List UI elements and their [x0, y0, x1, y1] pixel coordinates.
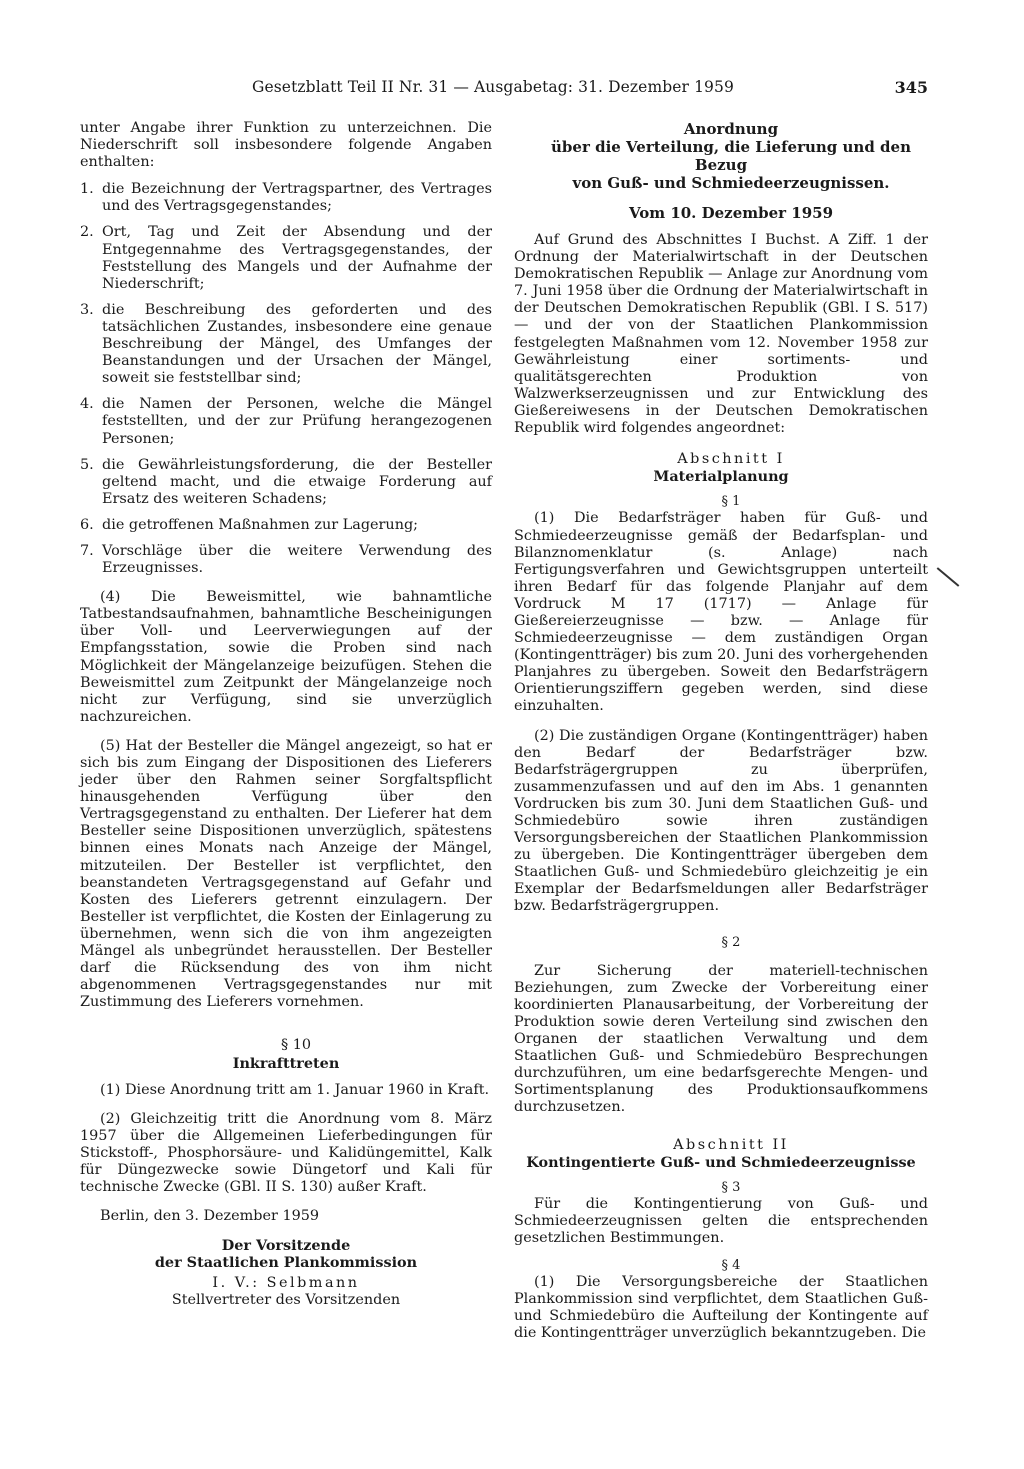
list-item: 7. Vorschläge über die weitere Verwendung des Erzeugnisses. [80, 542, 492, 577]
section-3-label: § 3 [721, 1179, 741, 1195]
list-item: 3. die Beschreibung des geforderten und des tatsächlichen Zustandes, insbesondere eine genaue Beschreibung der Mängel, des Umfanges der Beanstandungen und der Ursachen der Mängel, soweit sie feststellbar sind; [80, 301, 492, 387]
section-4-label: § 4 [721, 1258, 741, 1274]
section-2-label: § 2 [721, 934, 741, 950]
preamble: Auf Grund des Abschnittes I Buchst. A Ziff. 1 der Ordnung der Materialwirtschaft in der Deutschen Demokratischen Republik — Anlage zur Anordnung vom 7. Juni 1958 über die Ordnung der Materialwirtschaft in der Deutschen Demokratischen Republik (GBl. I S. 517) — und der von der Staatlichen Plankommission festgelegten Maßnahmen vom 12. November 1958 zur Gewährleistung einer sortiments- und qualitätsgerechten Produktion von Walzwerkserzeugnissen und zur Entwicklung des Gießereiwesens in der Deutschen Demokratischen Republik wird folgendes angeordnet: [514, 232, 928, 437]
margin-pen-mark [937, 567, 960, 587]
section-10-title: Inkrafttreten [232, 1054, 340, 1072]
page-number: 345 [894, 78, 928, 97]
abschnitt-1-label: Abschnitt I [677, 451, 785, 468]
list-item: 1. die Bezeichnung der Vertragspartner, des Vertrages und des Vertragsgegenstandes; [80, 181, 492, 215]
signature-name: I. V.: Selbmann [212, 1275, 360, 1292]
section-2-paragraph: Zur Sicherung der materiell-technischen Beziehungen, zum Zwecke der Vorbereitung einer koordinierten Planausarbeitung, der Vorbereitung der Produktion sowie deren Verteilung sind zwischen den Organen der staatlichen Verwaltung und dem Staatlichen Guß- und Schmiedebüro Besprechungen durchzuführen, um eine bedarfsgerechte Mengen- und Sortimentsplanung des Produktionsaufkommens durchzusetzen. [514, 962, 928, 1116]
section-10-label: § 10 [280, 1037, 312, 1054]
list-item: 5. die Gewährleistungsforderung, die der Besteller geltend macht, und die etwaige Forderung auf Ersatz des weiteren Schadens; [80, 456, 492, 507]
paragraph-4: (4) Die Beweismittel, wie bahnamtliche Tatbestandsaufnahmen, bahnamtliche Bescheinigungen über Voll- und Leerverwiegungen auf der Empfangsstation, sowie die Proben sind nach Möglichkeit der Mängelanzeige beizufügen. Stehen die Beweismittel zum Zeitpunkt der Mängelanzeige noch nicht zur Verfügung, sind sie unverzüglich nachzureichen. [80, 589, 492, 725]
left-column [80, 120, 492, 1309]
abschnitt-2-title: Kontingentierte Guß- und Schmiedeerzeugnisse [526, 1153, 916, 1171]
list-item: 6. die getroffenen Maßnahmen zur Lagerung; [80, 516, 419, 533]
section-4-paragraph: (1) Die Versorgungsbereiche der Staatlichen Plankommission sind verpflichtet, dem Staatlichen Guß- und Schmiedebüro die Aufteilung der Kontingente auf die Kontingentträger unverzüglich bekanntzugeben. Die [514, 1274, 928, 1342]
list-item: 2. Ort, Tag und Zeit der Absendung und der Entgegennahme des Vertragsgegenstandes, der Feststellung des Mangels und der Aufnahme der Niederschrift; [80, 224, 492, 292]
ordinance-date: Vom 10. Dezember 1959 [628, 204, 834, 222]
paragraph-5: (5) Hat der Besteller die Mängel angezeigt, so hat er sich bis zum Eingang der Dispositionen des Lieferers jeder über den Rahmen seiner Sorgfaltspflicht hinausgehenden Verfügung über den Vertragsgegenstand zu enthalten. Der Lieferer hat dem Besteller seine Dispositionen unverzüglich, spätestens binnen eines Monats nach Anzeige der Mängel, mitzuteilen. Der Besteller ist verpflichtet, den beanstandeten Vertragsgegenstand auf Gefahr und Kosten des Lieferers getrennt einzulagern. Der Besteller ist verpflichtet, die Kosten der Einlagerung zu übernehmen, wenn sich die von ihm angezeigten Mängel als unbegründet herausstellen. Der Besteller darf die Rücksendung des von ihm nicht abgenommenen Vertragsgegenstandes nur mit Zustimmung des Lieferers vornehmen. [80, 737, 492, 1011]
intro-paragraph: unter Angabe ihrer Funktion zu unterzeichnen. Die Niederschrift soll insbesondere folgende Angaben enthalten: [80, 120, 492, 171]
requirements-list [80, 181, 492, 577]
section-1-paragraph-1: (1) Die Bedarfsträger haben für Guß- und Schmiedeerzeugnisse gemäß der Bedarfsplan- und Bilanznomenklatur (s. Anlage) nach Fertigungsverfahren und Gewichtsgruppen unterteilt ihren Bedarf für das folgende Planjahr auf dem Vordruck M 17 (1717) — Anlage für Gießereierzeugnisse — bzw. — Anlage für Schmiedeerzeugnisse — dem zuständigen Organ (Kontingentträger) bis zum 20. Juni des vorhergehenden Planjahres zu übergeben. Soweit den Bedarfsträgern Orientierungsziffern gegeben werden, sind diese einzuhalten. [514, 510, 928, 715]
section-10-paragraph-2: (2) Gleichzeitig tritt die Anordnung vom 8. März 1957 über die Allgemeinen Lieferbedingungen für Stickstoff-, Phosphorsäure- und Kalidüngemittel, Kalk für Düngezwecke sowie Düngetorf und Kali für technische Zwecke (GBl. II S. 130) außer Kraft. [80, 1110, 492, 1196]
signature-role: Stellvertreter des Vorsitzenden [171, 1292, 401, 1309]
header-title: Gesetzblatt Teil II Nr. 31 — Ausgabetag: 31. Dezember 1959 [252, 78, 734, 96]
list-item: 4. die Namen der Personen, welche die Mängel feststellten, und der zur Prüfung herangezogenen Personen; [80, 396, 492, 447]
section-10-paragraph-1: (1) Diese Anordnung tritt am 1. Januar 1960 in Kraft. [100, 1081, 490, 1098]
signature-title-2: der Staatlichen Plankommission [154, 1254, 418, 1272]
abschnitt-1-title: Materialplanung [653, 468, 789, 486]
ordinance-title-1: Anordnung [683, 120, 779, 138]
ordinance-title-2: über die Verteilung, die Lieferung und den Bezug [551, 138, 911, 174]
page-header [80, 78, 928, 104]
right-column [514, 120, 928, 1343]
section-1-paragraph-2: (2) Die zuständigen Organe (Kontingentträger) haben den Bedarf der Bedarfsträger bzw. Bedarfsträgergruppen zu überprüfen, zusammenzufassen und auf den im Abs. 1 genannten Vordrucken bis zum 30. Juni dem Staatlichen Guß- und Schmiedebüro sowie ihren zuständigen Versorgungsbereichen der Staatlichen Plankommission zu übergeben. Die Kontingentträger übergeben dem Staatlichen Guß- und Schmiedebüro gleichzeitig je ein Exemplar der Bedarfsmeldungen aller Bedarfsträger bzw. Bedarfsträgergruppen. [514, 727, 928, 915]
ordinance-title-3: von Guß- und Schmiedeerzeugnissen. [572, 174, 890, 192]
section-1-label: § 1 [721, 494, 741, 510]
signature-title-1: Der Vorsitzende [221, 1237, 351, 1255]
section-3-paragraph: Für die Kontingentierung von Guß- und Schmiedeerzeugnissen gelten die entsprechenden gesetzlichen Bestimmungen. [514, 1195, 928, 1246]
abschnitt-2-label: Abschnitt II [673, 1136, 789, 1153]
place-date: Berlin, den 3. Dezember 1959 [100, 1208, 320, 1225]
